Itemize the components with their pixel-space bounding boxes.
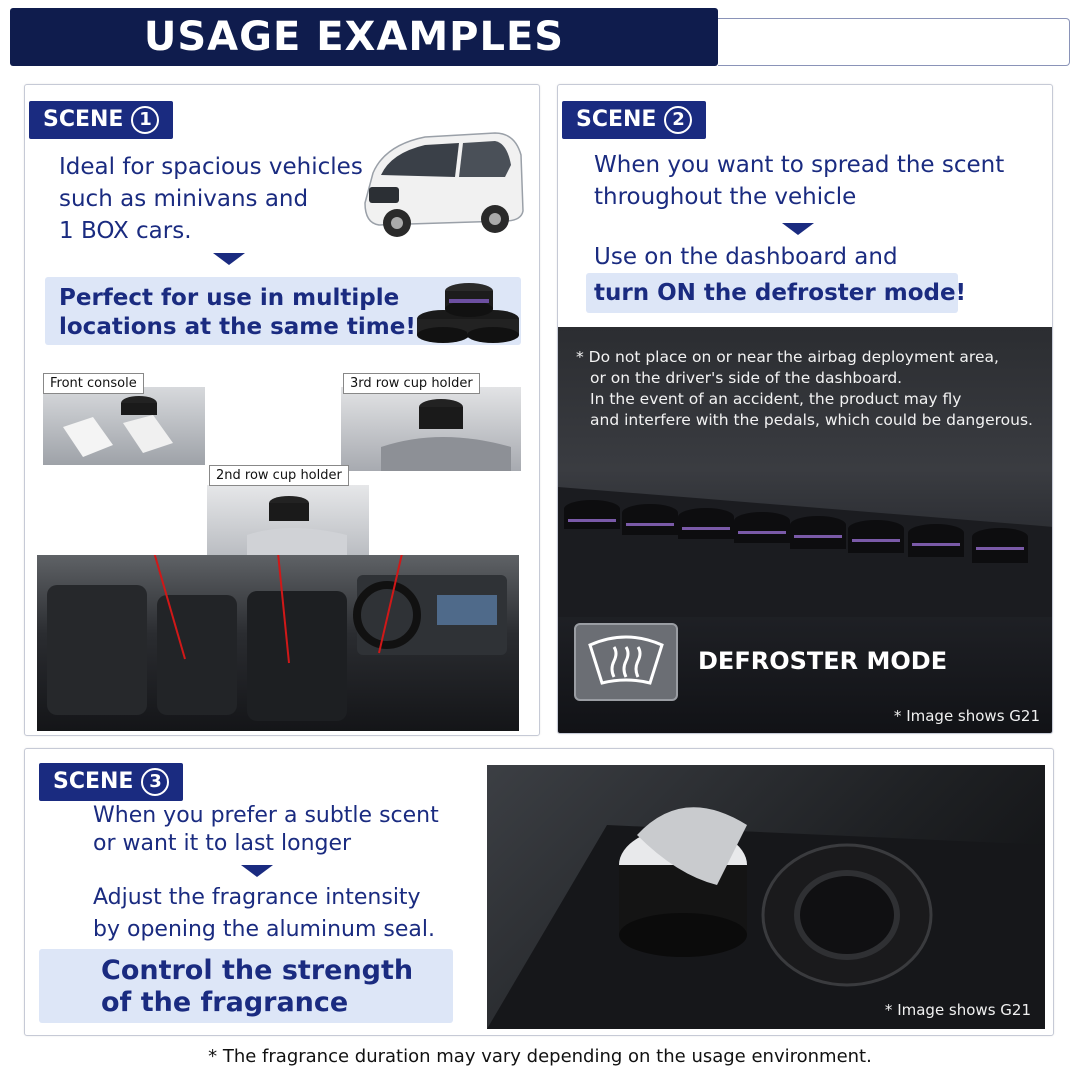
tag-second-row: 2nd row cup holder xyxy=(209,465,349,486)
tag-third-row: 3rd row cup holder xyxy=(343,373,480,394)
scene1-badge-label: SCENE xyxy=(43,107,124,132)
scene3-arrow-down xyxy=(241,865,273,877)
scene1-highlight-line1: Perfect for use in multiple xyxy=(59,285,400,311)
scene2-warning-line2: or on the driver's side of the dashboard. xyxy=(590,369,903,387)
front-console-photo xyxy=(43,387,205,465)
footer-note: * The fragrance duration may vary depending on the usage environment. xyxy=(208,1046,872,1067)
scene2-line1: When you want to spread the scent xyxy=(594,152,1005,178)
scene2-highlight: turn ON the defroster mode! xyxy=(594,280,967,306)
minivan-image xyxy=(355,125,527,245)
third-row-photo xyxy=(341,387,521,471)
scene3-number: 3 xyxy=(141,768,169,796)
scene3-image-note: * Image shows G21 xyxy=(884,1001,1031,1019)
scene3-panel xyxy=(24,748,1054,1036)
scene3-line4: by opening the aluminum seal. xyxy=(93,917,435,942)
scene2-line2: throughout the vehicle xyxy=(594,184,857,210)
scene1-badge xyxy=(29,101,173,139)
stacked-cans-image xyxy=(413,279,523,343)
scene2-arrow-down xyxy=(782,223,814,235)
scene2-badge xyxy=(562,101,706,139)
scene1-highlight-line2: locations at the same time! xyxy=(59,314,416,340)
defroster-label: DEFROSTER MODE xyxy=(698,647,948,675)
defroster-icon xyxy=(574,623,678,701)
scene2-panel xyxy=(557,84,1053,734)
scene2-warning-line4: and interfere with the pedals, which could be dangerous. xyxy=(590,411,1033,429)
scene2-line3: Use on the dashboard and xyxy=(594,244,898,270)
tag-front-console: Front console xyxy=(43,373,144,394)
header-tail-frame xyxy=(718,18,1070,66)
scene2-badge-label: SCENE xyxy=(576,107,657,132)
aluminum-seal-photo xyxy=(487,765,1045,1029)
scene3-badge xyxy=(39,763,183,801)
page-title: USAGE EXAMPLES xyxy=(143,14,565,60)
dashboard-photo xyxy=(558,327,1053,734)
scene1-number: 1 xyxy=(131,106,159,134)
scene1-line2: such as minivans and xyxy=(59,186,309,212)
scene3-line1: When you prefer a subtle scent xyxy=(93,803,439,828)
scene1-arrow-down xyxy=(213,253,245,265)
scene3-line2: or want it to last longer xyxy=(93,831,352,856)
second-row-photo xyxy=(207,485,369,559)
scene3-badge-label: SCENE xyxy=(53,769,134,794)
dashboard-cans xyxy=(558,477,1053,617)
scene1-panel xyxy=(24,84,540,736)
scene2-number: 2 xyxy=(664,106,692,134)
scene2-image-note: * Image shows G21 xyxy=(893,707,1040,725)
scene3-line3: Adjust the fragrance intensity xyxy=(93,885,421,910)
scene2-warning-line3: In the event of an accident, the product may fly xyxy=(590,390,962,408)
scene3-highlight-line2: of the fragrance xyxy=(101,987,349,1018)
scene1-line1: Ideal for spacious vehicles xyxy=(59,154,363,180)
interior-photo xyxy=(37,555,519,731)
header-bar xyxy=(10,8,718,66)
scene1-line3: 1 BOX cars. xyxy=(59,218,192,244)
scene2-warning-line1: * Do not place on or near the airbag deployment area, xyxy=(576,348,999,366)
scene3-highlight-line1: Control the strength xyxy=(101,955,414,986)
